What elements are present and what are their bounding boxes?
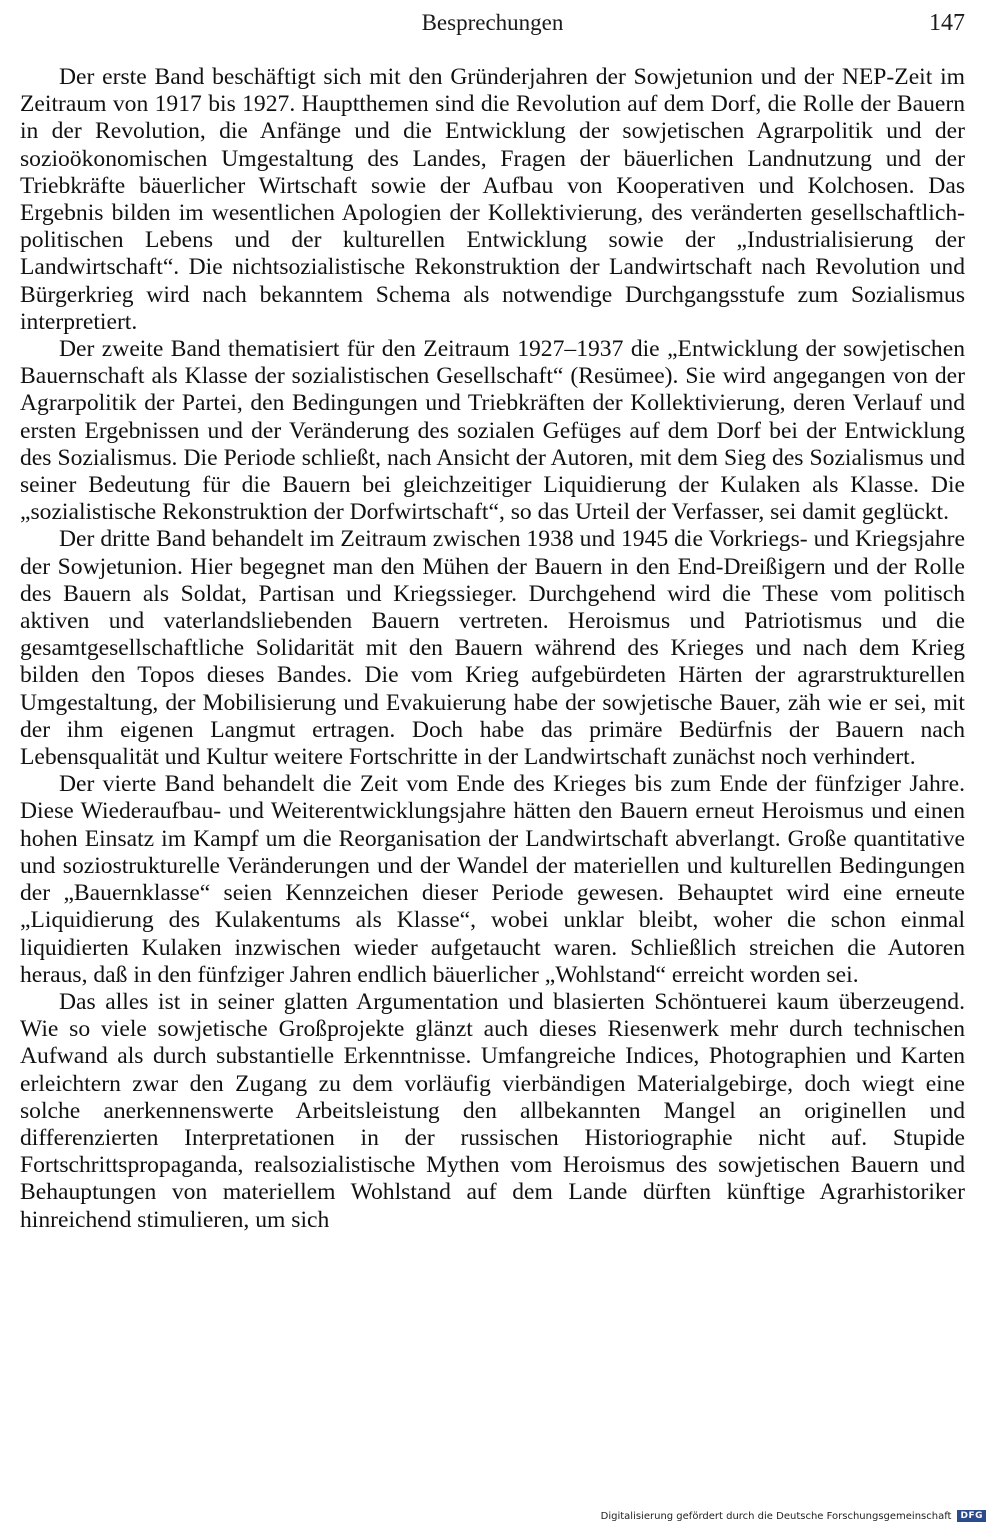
paragraph-band-4: Der vierte Band behandelt die Zeit vom Ende des Krieges bis zum Ende der fünfziger Jahre. Diese Wiederaufbau- und Weiterentwicklungsjahre hätten den Bauern erneut Heroismus und einen hohen Einsatz im Kampf um die Reorganisation der Landwirtschaft abverlangt. Große quantitative und soziostrukturelle Veränderungen und der Wandel der materiellen und kulturellen Bedingungen der „Bauernklasse“ seien Kennzeichen dieser Periode gewesen. Behauptet wird eine erneute „Liquidierung des Kulakentums als Klasse“, wobei unklar bleibt, woher die schon einmal liquidierten Kulaken inzwischen wieder aufgetaucht waren. Schließlich streichen die Autoren heraus, daß in den fünfziger Jahren endlich bäuerlicher „Wohlstand“ erreicht worden sei. <box>20 771 965 988</box>
footer-text: Digitalisierung gefördert durch die Deutsche Forschungsgemeinschaft <box>600 1510 952 1522</box>
body-text <box>20 64 965 1234</box>
paragraph-band-3: Der dritte Band behandelt im Zeitraum zwischen 1938 und 1945 die Vorkriegs- und Kriegsjahre der Sowjetunion. Hier begegnet man den Mühen der Bauern in den End-Dreißigern und der Rolle des Bauern als Soldat, Partisan und Kriegssieger. Durchgehend wird die These vom politisch aktiven und vaterlandsliebenden Bauern vertreten. Heroismus und Patriotismus und die gesamtgesellschaftliche Solidarität mit den Bauern während des Krieges und nach dem Krieg bilden den Topos dieses Bandes. Die vom Krieg aufgebürdeten Härten der agrarstrukturellen Umgestaltung, der Mobilisierung und Evakuierung habe der sowjetische Bauer, zäh wie er sei, mit der ihm eigenen Langmut ertragen. Doch habe das primäre Bedürfnis der Bauern nach Lebensqualität und Kultur weitere Fortschritte in der Landwirtschaft zunächst noch verhindert. <box>20 526 965 771</box>
running-header <box>20 10 965 40</box>
digitization-footer <box>601 1510 986 1522</box>
page-number: 147 <box>929 10 965 36</box>
header-title: Besprechungen <box>421 10 564 35</box>
paragraph-band-2: Der zweite Band thematisiert für den Zeitraum 1927–1937 die „Entwicklung der sowjetischen Bauernschaft als Klasse der sozialistischen Gesellschaft“ (Resümee). Sie wird angegangen von der Agrarpolitik der Partei, den Bedingungen und Triebkräften der Kollektivierung, deren Verlauf und ersten Ergebnissen und der Veränderung des sozialen Gefüges auf dem Dorf bei der Entwicklung des Sozialismus. Die Periode schließt, nach Ansicht der Autoren, mit dem Sieg des Sozialismus und seiner Bedeutung für die Bauern bei gleichzeitiger Liquidierung der Kulaken als Klasse. Die „sozialistische Rekonstruktion der Dorfwirtschaft“, so das Urteil der Verfasser, sei damit geglückt. <box>20 336 965 526</box>
paragraph-assessment: Das alles ist in seiner glatten Argumentation und blasierten Schöntuerei kaum überzeugend. Wie so viele sowjetische Großprojekte glänzt auch dieses Riesenwerk mehr durch technischen Aufwand als durch substantielle Erkenntnisse. Umfangreiche Indices, Photographien und Karten erleichtern zwar den Zugang zu dem vorläufig vierbändigen Materialgebirge, doch wiegt eine solche anerkennenswerte Arbeitsleistung den allbekannten Mangel an originellen und differenzierten Interpretationen in der russischen Historiographie nicht auf. Stupide Fortschrittspropaganda, realsozialistische Mythen vom Heroismus des sowjetischen Bauern und Behauptungen von materiellem Wohlstand auf dem Lande dürften künftige Agrarhistoriker hinreichend stimulieren, um sich <box>20 988 965 1233</box>
paragraph-band-1: Der erste Band beschäftigt sich mit den Gründerjahren der Sowjetunion und der NEP-Zeit im Zeitraum von 1917 bis 1927. Hauptthemen sind die Revolution auf dem Dorf, die Rolle der Bauern in der Revolution, die Anfänge und die Entwicklung der sowjetischen Agrarpolitik und der sozioökonomischen Umgestaltung des Landes, Fragen der bäuerlichen Landnutzung und der Triebkräfte bäuerlicher Wirtschaft sowie der Aufbau von Kooperativen und Kolchosen. Das Ergebnis bilden im wesentlichen Apologien der Kollektivierung, des veränderten gesellschaftlich-politischen Lebens und der kulturellen Entwicklung sowie der „Industrialisierung der Landwirtschaft“. Die nichtsozialistische Rekonstruktion der Landwirtschaft nach Revolution und Bürgerkrieg wird nach bekanntem Schema als notwendige Durchgangsstufe zum Sozialismus interpretiert. <box>20 64 965 335</box>
dfg-logo: DFG <box>957 1510 986 1522</box>
